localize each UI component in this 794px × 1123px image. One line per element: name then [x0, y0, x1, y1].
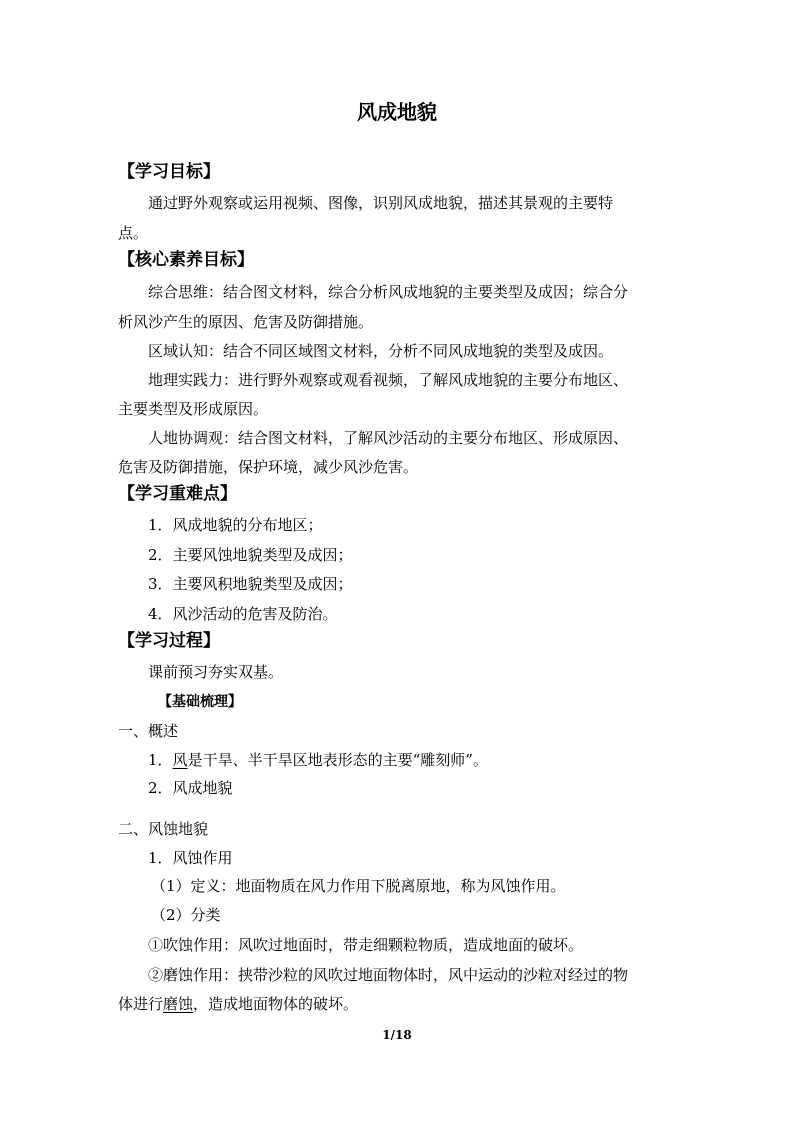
- paragraph-line: 通过野外观察或运用视频、图像，识别风成地貌，描述其景观的主要特: [148, 194, 614, 212]
- paragraph-line: 地理实践力：进行野外观察或观看视频，了解风成地貌的主要分布地区、: [148, 371, 629, 389]
- paragraph-line: ②磨蚀作用：挟带沙粒的风吹过地面物体时，风中运动的沙粒对经过的物: [148, 966, 629, 984]
- paragraph-line: 危害及防御措施，保护环境，减少风沙危害。: [118, 458, 419, 476]
- paragraph-line: 主要类型及形成原因。: [118, 400, 269, 418]
- paragraph-line: ①吹蚀作用：风吹过地面时，带走细颗粒物质，造成地面的破坏。: [148, 936, 584, 954]
- section-heading-learning-goals: 【学习目标】: [118, 162, 220, 182]
- underlined-term: 风: [172, 751, 188, 769]
- paragraph-line: 课前预习夯实双基。: [148, 663, 284, 681]
- paragraph-line: [118, 993, 678, 1015]
- paragraph-line: 综合思维：结合图文材料，综合分析风成地貌的主要类型及成因；综合分: [148, 283, 629, 301]
- subsection-heading-overview: 一、概述: [118, 722, 179, 740]
- list-item: 1．风蚀作用: [148, 849, 233, 867]
- list-item: 4．风沙活动的危害及防治。: [148, 605, 338, 623]
- list-item: [148, 749, 708, 771]
- list-item: 1．风成地貌的分布地区；: [148, 516, 323, 534]
- text: 体进行: [118, 995, 164, 1013]
- paragraph-line: 析风沙产生的原因、危害及防御措施。: [118, 313, 374, 331]
- list-number: 1．: [148, 751, 173, 769]
- section-heading-key-points: 【学习重难点】: [118, 484, 237, 504]
- paragraph-line: （1）定义：地面物质在风力作用下脱离原地，称为风蚀作用。: [151, 877, 566, 895]
- paragraph-line: 点。: [118, 224, 149, 242]
- page-number: 1/18: [382, 1028, 412, 1042]
- text: ，造成地面物体的破坏。: [193, 995, 359, 1013]
- section-heading-learning-process: 【学习过程】: [118, 631, 220, 651]
- list-item: 3．主要风积地貌类型及成因；: [148, 575, 353, 593]
- underlined-term: 磨蚀: [163, 995, 194, 1013]
- subsection-heading-basics: 【基础梳理】: [158, 694, 242, 710]
- paragraph-line: （2）分类: [151, 906, 221, 924]
- paragraph-line: 人地协调观：结合图文材料，了解风沙活动的主要分布地区、形成原因、: [148, 429, 629, 447]
- list-item: 2．主要风蚀地貌类型及成因；: [148, 546, 353, 564]
- list-text: 是干旱、半干旱区地表形态的主要“雕刻师”。: [187, 751, 488, 769]
- list-item: 2．风成地貌: [148, 779, 233, 797]
- paragraph-line: 区域认知：结合不同区域图文材料，分析不同风成地貌的类型及成因。: [148, 342, 614, 360]
- section-heading-core-competency: 【核心素养目标】: [118, 250, 254, 270]
- subsection-heading-wind-erosion: 二、风蚀地貌: [118, 820, 209, 838]
- page-title: 风成地貌: [357, 100, 437, 124]
